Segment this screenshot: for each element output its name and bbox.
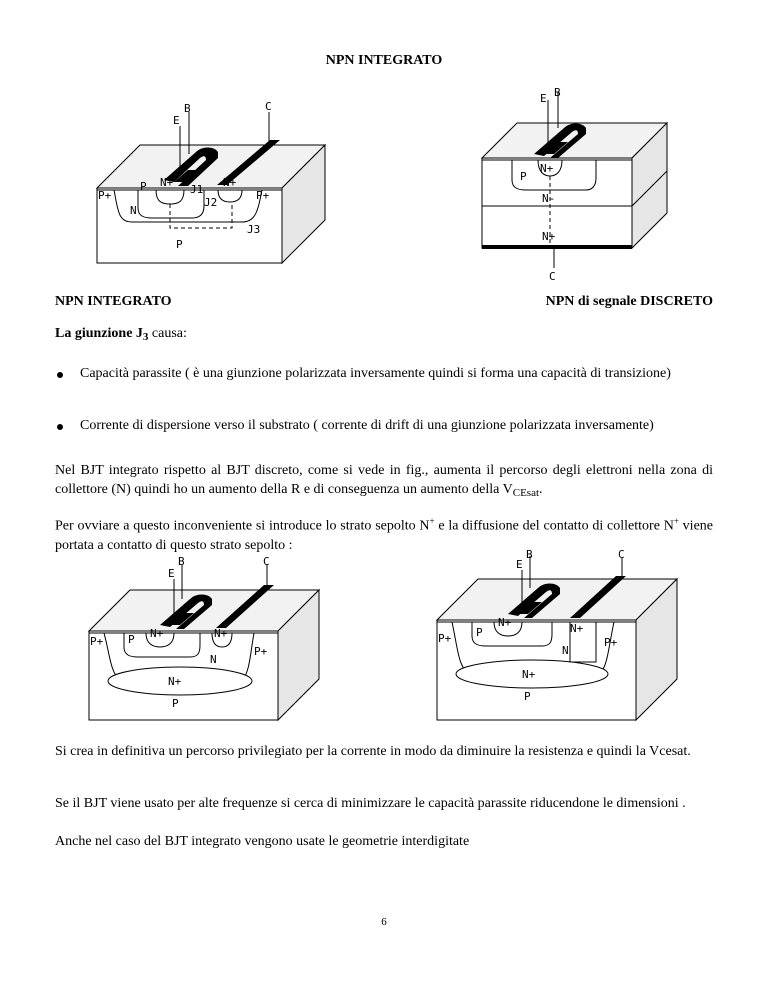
paragraph-strato-sepolto: Per ovviare a questo inconveniente si introduce lo strato sepolto N+ e la diffusione del contatto di collettore N+ viene portata a contatto di questo strato sepolto :: [55, 516, 713, 553]
svg-text:P+: P+: [90, 635, 104, 648]
page-title: NPN INTEGRATO: [325, 53, 443, 68]
label-p-base: P: [520, 170, 527, 183]
integrated-npn-diagram: [92, 100, 328, 272]
svg-text:N+: N+: [498, 616, 512, 629]
label-n-plus-collector: N+: [223, 176, 237, 189]
collector-backside-metal: [482, 245, 632, 249]
discrete-npn-diagram: [472, 88, 672, 288]
label-n: N: [130, 204, 137, 217]
buried-layer-diagram-right: [430, 550, 680, 728]
svg-text:B: B: [178, 555, 185, 568]
svg-text:N: N: [210, 653, 217, 666]
label-b: B: [554, 88, 561, 99]
label-p-base: P: [140, 180, 147, 193]
svg-text:N+: N+: [150, 627, 164, 640]
svg-text:B: B: [526, 550, 533, 561]
label-e: E: [173, 114, 180, 127]
svg-text:E: E: [516, 558, 523, 571]
block-front-face: [482, 158, 632, 248]
svg-text:N+: N+: [214, 627, 228, 640]
label-n-plus-emitter: N+: [540, 162, 554, 175]
svg-text:N: N: [562, 644, 569, 657]
svg-text:P: P: [172, 697, 179, 710]
label-e: E: [540, 92, 547, 105]
label-c: C: [265, 100, 272, 113]
paragraph-alte-frequenze: Se il BJT viene usato per alte frequenze si cerca di minimizzare le capacità parassite riducendone le dimensioni .: [55, 796, 686, 811]
label-j1: J1: [190, 183, 204, 196]
label-n-plus-emitter: N+: [160, 176, 174, 189]
svg-text:P: P: [128, 633, 135, 646]
label-p-plus-left: P+: [98, 189, 112, 202]
j3-heading: La giunzione $J_3$ causa:: [55, 326, 187, 343]
label-c: C: [549, 270, 556, 283]
svg-text:P+: P+: [438, 632, 452, 645]
label-b: B: [184, 102, 191, 115]
bullet-item-corrente: Corrente di dispersione verso il substrato ( corrente di drift di una giunzione polarizzata inversamente): [80, 418, 654, 433]
svg-text:N+: N+: [570, 622, 584, 635]
label-n-plus-substrate: N+: [542, 230, 556, 243]
svg-text:E: E: [168, 567, 175, 580]
svg-text:P: P: [524, 690, 531, 703]
svg-text:P+: P+: [254, 645, 268, 658]
bullet-item-capacita: Capacità parassite ( è una giunzione polarizzata inversamente quindi si forma una capacità di transizione): [80, 366, 671, 381]
caption-integrated: NPN INTEGRATO: [55, 294, 172, 309]
svg-text:N+: N+: [168, 675, 182, 688]
page-number: 6: [381, 916, 387, 928]
label-n-minus: N-: [542, 192, 556, 205]
svg-text:N+: N+: [522, 668, 536, 681]
caption-discrete: NPN di segnale DISCRETO: [545, 294, 713, 309]
label-j2: J2: [204, 196, 218, 209]
bullet-dot: [57, 372, 63, 378]
bullet-dot: [57, 424, 63, 430]
buried-layer-diagram-left: [82, 555, 322, 725]
label-p-plus-right: P+: [256, 189, 270, 202]
svg-text:C: C: [618, 550, 625, 561]
label-j3: J3: [247, 223, 261, 236]
label-p-substrate: P: [176, 238, 183, 251]
paragraph-percorso-elettroni: Nel BJT integrato rispetto al BJT discreto, come si vede in fig., aumenta il percorso degli elettroni nella zona di collettore (N) quindi ho un aumento della R e di conseguenza un aumento della $V_{CEsat}$.: [55, 463, 713, 499]
paragraph-percorso-privilegiato: Si crea in definitiva un percorso privilegiato per la corrente in modo da diminuire la resistenza e quindi la Vcesat.: [55, 744, 691, 759]
svg-text:P: P: [476, 626, 483, 639]
svg-text:C: C: [263, 555, 270, 568]
paragraph-geometrie: Anche nel caso del BJT integrato vengono usate le geometrie interdigitate: [55, 834, 470, 849]
svg-text:P+: P+: [604, 636, 618, 649]
